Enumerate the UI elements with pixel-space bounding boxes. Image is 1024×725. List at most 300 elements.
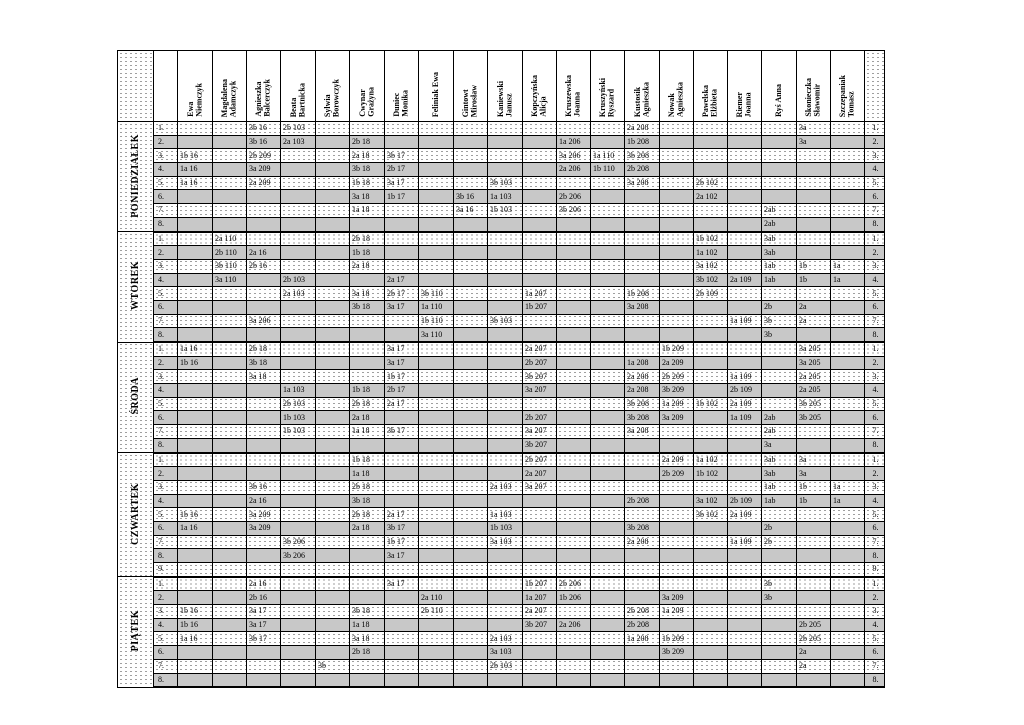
lesson-cell bbox=[213, 646, 247, 660]
lesson-cell: 3b 209 bbox=[660, 646, 694, 660]
lesson-cell bbox=[694, 384, 728, 398]
lesson-cell: 1b bbox=[797, 494, 831, 508]
lesson-cell: 2b 18 bbox=[350, 480, 385, 494]
lesson-cell: 1a 209 bbox=[660, 605, 694, 619]
lesson-cell: 2b 16 bbox=[247, 259, 281, 273]
lesson-number-end: 3. bbox=[865, 149, 885, 163]
lesson-cell: 3ab bbox=[762, 246, 797, 260]
lesson-cell bbox=[625, 453, 660, 467]
lesson-cell bbox=[385, 328, 419, 342]
lesson-cell bbox=[660, 259, 694, 273]
lesson-number-end: 6. bbox=[865, 411, 885, 425]
lesson-cell: 2a bbox=[797, 314, 831, 328]
lesson-number: 8. bbox=[154, 549, 178, 563]
lesson-cell bbox=[316, 605, 350, 619]
teacher-name: Sylwia Borowczyk bbox=[323, 78, 341, 117]
lesson-cell bbox=[213, 149, 247, 163]
teacher-name: Magdalena Adamczyk bbox=[220, 78, 238, 117]
lesson-number-end: 2. bbox=[865, 356, 885, 370]
teacher-header bbox=[728, 51, 762, 122]
day-label bbox=[118, 453, 154, 577]
lesson-cell bbox=[247, 535, 281, 549]
schedule-row bbox=[118, 328, 885, 342]
lesson-cell: 2a bbox=[797, 646, 831, 660]
lesson-cell bbox=[660, 149, 694, 163]
lesson-cell bbox=[178, 453, 213, 467]
lesson-cell bbox=[694, 480, 728, 494]
lesson-number-end: 4. bbox=[865, 163, 885, 177]
lesson-cell: 1a 206 bbox=[557, 135, 591, 149]
lesson-cell: 2a 205 bbox=[797, 370, 831, 384]
lesson-cell bbox=[523, 122, 557, 136]
lesson-cell bbox=[831, 549, 865, 563]
lesson-cell: 2b 18 bbox=[350, 397, 385, 411]
lesson-cell bbox=[660, 232, 694, 246]
lesson-cell bbox=[523, 328, 557, 342]
lesson-cell bbox=[591, 494, 625, 508]
lesson-cell: 2b bbox=[762, 300, 797, 314]
lesson-cell: 3b 206 bbox=[281, 535, 316, 549]
lesson-cell bbox=[625, 549, 660, 563]
lesson-cell bbox=[178, 563, 213, 577]
lesson-number: 3. bbox=[154, 370, 178, 384]
lesson-cell bbox=[419, 342, 454, 356]
lesson-cell bbox=[385, 632, 419, 646]
lesson-number-end: 2. bbox=[865, 591, 885, 605]
lesson-number: 8. bbox=[154, 438, 178, 452]
lesson-cell bbox=[281, 646, 316, 660]
lesson-cell: 2b 208 bbox=[625, 605, 660, 619]
day-label bbox=[118, 577, 154, 688]
schedule-row bbox=[118, 646, 885, 660]
lesson-cell: 2b 208 bbox=[625, 494, 660, 508]
schedule-row bbox=[118, 149, 885, 163]
lesson-cell bbox=[728, 204, 762, 218]
lesson-cell bbox=[831, 467, 865, 481]
lesson-number-end: 7. bbox=[865, 535, 885, 549]
schedule-row bbox=[118, 480, 885, 494]
lesson-cell bbox=[660, 328, 694, 342]
lesson-cell: 3b 208 bbox=[625, 397, 660, 411]
lesson-cell: 1b 17 bbox=[385, 535, 419, 549]
lesson-cell: 3b bbox=[762, 328, 797, 342]
lesson-cell: 1a bbox=[831, 259, 865, 273]
lesson-cell: 1a 18 bbox=[350, 467, 385, 481]
lesson-cell bbox=[454, 314, 488, 328]
lesson-cell: 1b 103 bbox=[488, 204, 523, 218]
lesson-cell bbox=[831, 591, 865, 605]
lesson-cell bbox=[625, 659, 660, 673]
lesson-cell: 3a 208 bbox=[625, 176, 660, 190]
lesson-cell bbox=[213, 300, 247, 314]
lesson-number: 7. bbox=[154, 204, 178, 218]
lesson-cell bbox=[316, 163, 350, 177]
lesson-cell bbox=[213, 549, 247, 563]
lesson-cell bbox=[660, 438, 694, 452]
lesson-cell bbox=[178, 397, 213, 411]
lesson-cell bbox=[591, 232, 625, 246]
lesson-cell: 3a 102 bbox=[694, 259, 728, 273]
lesson-cell bbox=[660, 563, 694, 577]
lesson-number: 4. bbox=[154, 384, 178, 398]
lesson-number-end: 2. bbox=[865, 467, 885, 481]
lesson-cell bbox=[591, 618, 625, 632]
lesson-cell: 3a 208 bbox=[625, 425, 660, 439]
teacher-header bbox=[591, 51, 625, 122]
lesson-number-end: 2. bbox=[865, 135, 885, 149]
lesson-cell bbox=[660, 494, 694, 508]
lesson-cell bbox=[213, 494, 247, 508]
lesson-number-end: 6. bbox=[865, 521, 885, 535]
lesson-cell: 3a 209 bbox=[660, 411, 694, 425]
schedule-row bbox=[118, 673, 885, 687]
lesson-cell bbox=[797, 425, 831, 439]
lesson-cell bbox=[557, 480, 591, 494]
lesson-cell bbox=[316, 467, 350, 481]
lesson-cell bbox=[178, 259, 213, 273]
lesson-cell bbox=[454, 273, 488, 287]
lesson-cell bbox=[316, 411, 350, 425]
lesson-cell bbox=[213, 425, 247, 439]
lesson-cell: 2b 18 bbox=[350, 135, 385, 149]
lesson-cell: 2a bbox=[797, 300, 831, 314]
lesson-cell bbox=[385, 563, 419, 577]
teacher-name: Nowak Agnieszka bbox=[667, 81, 685, 117]
lesson-number-end: 1. bbox=[865, 577, 885, 591]
lesson-cell: 1ab bbox=[762, 259, 797, 273]
lesson-cell bbox=[454, 300, 488, 314]
lesson-cell: 1a bbox=[831, 494, 865, 508]
lesson-cell bbox=[454, 438, 488, 452]
lesson-cell: 2a 103 bbox=[281, 135, 316, 149]
lesson-cell bbox=[488, 217, 523, 231]
lesson-cell: 3b 205 bbox=[797, 411, 831, 425]
lesson-cell bbox=[728, 246, 762, 260]
schedule-row bbox=[118, 259, 885, 273]
lesson-cell: 1a 103 bbox=[281, 384, 316, 398]
lesson-cell bbox=[316, 204, 350, 218]
schedule-row bbox=[118, 122, 885, 136]
lesson-cell: 3a 103 bbox=[488, 646, 523, 660]
lesson-cell bbox=[728, 521, 762, 535]
lesson-cell: 3a bbox=[797, 122, 831, 136]
lesson-cell: 1b 208 bbox=[625, 135, 660, 149]
lesson-cell: 1ab bbox=[762, 480, 797, 494]
lesson-cell bbox=[454, 467, 488, 481]
lesson-number-end: 6. bbox=[865, 190, 885, 204]
lesson-cell: 2b 209 bbox=[660, 370, 694, 384]
day-name: WTOREK bbox=[129, 261, 141, 311]
lesson-number: 5. bbox=[154, 508, 178, 522]
lesson-cell bbox=[557, 273, 591, 287]
teacher-name: Feliniak Ewa bbox=[430, 71, 440, 117]
lesson-cell bbox=[213, 411, 247, 425]
lesson-cell bbox=[454, 632, 488, 646]
lesson-cell bbox=[557, 384, 591, 398]
lesson-number: 8. bbox=[154, 673, 178, 687]
lesson-number-end: 3. bbox=[865, 370, 885, 384]
lesson-cell bbox=[591, 397, 625, 411]
lesson-number-end: 9. bbox=[865, 563, 885, 577]
lesson-cell bbox=[557, 232, 591, 246]
lesson-cell bbox=[316, 425, 350, 439]
lesson-cell bbox=[728, 356, 762, 370]
lesson-cell bbox=[247, 549, 281, 563]
lesson-cell bbox=[660, 176, 694, 190]
lesson-number-end: 7. bbox=[865, 204, 885, 218]
lesson-cell bbox=[523, 246, 557, 260]
schedule-row bbox=[118, 467, 885, 481]
lesson-cell bbox=[178, 122, 213, 136]
lesson-cell bbox=[694, 591, 728, 605]
lesson-cell bbox=[213, 591, 247, 605]
lesson-cell bbox=[831, 163, 865, 177]
lesson-cell: 2a 110 bbox=[419, 591, 454, 605]
lesson-cell bbox=[523, 508, 557, 522]
teacher-header bbox=[660, 51, 694, 122]
lesson-cell bbox=[247, 232, 281, 246]
lesson-cell bbox=[419, 673, 454, 687]
lesson-number-end: 6. bbox=[865, 300, 885, 314]
lesson-cell: 3b 16 bbox=[247, 122, 281, 136]
lesson-number: 7. bbox=[154, 314, 178, 328]
lesson-cell bbox=[831, 232, 865, 246]
lesson-cell: 1a bbox=[831, 480, 865, 494]
lesson-cell bbox=[488, 411, 523, 425]
lesson-cell bbox=[591, 273, 625, 287]
lesson-cell bbox=[557, 494, 591, 508]
schedule-row bbox=[118, 659, 885, 673]
lesson-cell bbox=[454, 163, 488, 177]
lesson-cell bbox=[591, 342, 625, 356]
teacher-header bbox=[316, 51, 350, 122]
lesson-cell: 3b 103 bbox=[488, 176, 523, 190]
lesson-cell bbox=[557, 535, 591, 549]
lesson-cell bbox=[557, 411, 591, 425]
lesson-cell bbox=[660, 480, 694, 494]
lesson-number: 2. bbox=[154, 356, 178, 370]
lesson-cell: 2a 109 bbox=[728, 397, 762, 411]
lesson-cell bbox=[831, 287, 865, 301]
lesson-cell: 2b 109 bbox=[728, 494, 762, 508]
lesson-cell bbox=[831, 135, 865, 149]
timetable bbox=[117, 50, 885, 688]
lesson-cell bbox=[419, 535, 454, 549]
lesson-number: 2. bbox=[154, 135, 178, 149]
lesson-cell bbox=[213, 508, 247, 522]
lesson-cell bbox=[625, 217, 660, 231]
lesson-cell: 2a 208 bbox=[625, 384, 660, 398]
lesson-cell: 3a 209 bbox=[247, 508, 281, 522]
lesson-cell bbox=[247, 217, 281, 231]
lesson-cell bbox=[454, 356, 488, 370]
lesson-cell bbox=[797, 535, 831, 549]
lesson-cell bbox=[178, 646, 213, 660]
lesson-cell bbox=[728, 605, 762, 619]
lesson-cell: 1b bbox=[797, 273, 831, 287]
lesson-cell bbox=[557, 314, 591, 328]
lesson-cell bbox=[728, 673, 762, 687]
lesson-cell: 1b 207 bbox=[523, 300, 557, 314]
lesson-cell: 2a 110 bbox=[213, 232, 247, 246]
lesson-cell bbox=[831, 176, 865, 190]
lesson-cell bbox=[762, 135, 797, 149]
lesson-cell bbox=[797, 287, 831, 301]
lesson-cell: 2ab bbox=[762, 217, 797, 231]
lesson-cell bbox=[831, 659, 865, 673]
lesson-cell bbox=[419, 217, 454, 231]
lesson-cell: 1b 18 bbox=[350, 246, 385, 260]
lesson-cell: 3b 206 bbox=[557, 204, 591, 218]
lesson-cell: 3a 16 bbox=[454, 204, 488, 218]
lesson-cell bbox=[591, 259, 625, 273]
lesson-cell bbox=[178, 480, 213, 494]
lesson-cell: 1a 18 bbox=[350, 425, 385, 439]
lesson-cell: 3a 205 bbox=[797, 356, 831, 370]
lesson-cell bbox=[247, 328, 281, 342]
lesson-cell bbox=[831, 577, 865, 591]
lesson-number: 5. bbox=[154, 397, 178, 411]
lesson-cell bbox=[660, 163, 694, 177]
schedule-row bbox=[118, 163, 885, 177]
lesson-cell: 3a 102 bbox=[694, 494, 728, 508]
lesson-cell bbox=[728, 122, 762, 136]
lesson-cell bbox=[728, 563, 762, 577]
lesson-cell bbox=[523, 135, 557, 149]
lesson-cell bbox=[694, 646, 728, 660]
day-name: ŚRODA bbox=[129, 377, 141, 415]
lesson-cell: 3a bbox=[797, 135, 831, 149]
lesson-cell bbox=[385, 605, 419, 619]
lesson-cell bbox=[454, 563, 488, 577]
lesson-cell bbox=[625, 467, 660, 481]
lesson-number-end: 1. bbox=[865, 342, 885, 356]
lesson-cell bbox=[557, 217, 591, 231]
lesson-number: 6. bbox=[154, 300, 178, 314]
lesson-cell: 1a 16 bbox=[178, 176, 213, 190]
lesson-cell bbox=[694, 328, 728, 342]
lesson-cell: 3b 18 bbox=[247, 356, 281, 370]
lesson-cell bbox=[831, 425, 865, 439]
lesson-cell bbox=[625, 273, 660, 287]
lesson-cell bbox=[762, 370, 797, 384]
lesson-cell bbox=[281, 605, 316, 619]
lesson-cell bbox=[762, 673, 797, 687]
lesson-cell bbox=[178, 232, 213, 246]
lesson-cell: 1b 16 bbox=[178, 149, 213, 163]
lesson-cell bbox=[762, 190, 797, 204]
lesson-cell bbox=[488, 467, 523, 481]
teacher-header bbox=[694, 51, 728, 122]
lesson-cell bbox=[557, 521, 591, 535]
schedule-row bbox=[118, 563, 885, 577]
lesson-cell bbox=[488, 135, 523, 149]
lesson-cell: 3a 209 bbox=[247, 521, 281, 535]
lesson-cell: 3b 16 bbox=[247, 135, 281, 149]
lesson-cell bbox=[385, 438, 419, 452]
lesson-cell bbox=[591, 176, 625, 190]
lesson-cell bbox=[316, 646, 350, 660]
schedule-row bbox=[118, 591, 885, 605]
lesson-cell bbox=[350, 535, 385, 549]
lesson-cell bbox=[728, 618, 762, 632]
lesson-cell bbox=[591, 605, 625, 619]
lesson-cell bbox=[660, 273, 694, 287]
lesson-cell: 2a 208 bbox=[625, 535, 660, 549]
teacher-name: Kustosik Agnieszka bbox=[632, 81, 650, 117]
schedule-row bbox=[118, 135, 885, 149]
lesson-cell bbox=[419, 246, 454, 260]
lesson-cell bbox=[797, 673, 831, 687]
lesson-number-end: 3. bbox=[865, 480, 885, 494]
lesson-cell bbox=[660, 314, 694, 328]
lesson-cell bbox=[213, 163, 247, 177]
lesson-cell bbox=[316, 259, 350, 273]
lesson-cell bbox=[178, 135, 213, 149]
lesson-cell: 2b 205 bbox=[797, 618, 831, 632]
lesson-cell: 2b 206 bbox=[557, 190, 591, 204]
lesson-cell bbox=[454, 411, 488, 425]
lesson-cell bbox=[213, 314, 247, 328]
lesson-cell bbox=[316, 232, 350, 246]
lesson-cell bbox=[694, 605, 728, 619]
lesson-cell bbox=[350, 438, 385, 452]
lesson-cell: 1b 103 bbox=[488, 521, 523, 535]
lesson-cell bbox=[523, 273, 557, 287]
lesson-cell bbox=[591, 246, 625, 260]
lesson-cell bbox=[385, 122, 419, 136]
lesson-cell: 3b 102 bbox=[694, 273, 728, 287]
lesson-cell bbox=[762, 384, 797, 398]
lesson-cell bbox=[591, 508, 625, 522]
lesson-cell bbox=[797, 328, 831, 342]
lesson-cell: 2a 209 bbox=[660, 453, 694, 467]
lesson-cell: 3b 110 bbox=[213, 259, 247, 273]
lesson-cell: 1a 16 bbox=[178, 342, 213, 356]
day-name: PIĄTEK bbox=[129, 610, 141, 652]
lesson-cell bbox=[831, 632, 865, 646]
lesson-cell bbox=[728, 135, 762, 149]
lesson-cell bbox=[454, 384, 488, 398]
lesson-cell: 3a 17 bbox=[247, 618, 281, 632]
lesson-cell bbox=[625, 480, 660, 494]
lesson-cell: 1b 16 bbox=[178, 618, 213, 632]
schedule-row bbox=[118, 425, 885, 439]
lesson-cell bbox=[694, 577, 728, 591]
lesson-number: 6. bbox=[154, 411, 178, 425]
lesson-cell: 2a 18 bbox=[350, 259, 385, 273]
lesson-cell bbox=[831, 438, 865, 452]
lesson-cell bbox=[797, 549, 831, 563]
schedule-row bbox=[118, 217, 885, 231]
lesson-cell bbox=[831, 328, 865, 342]
lesson-cell bbox=[419, 149, 454, 163]
lesson-cell bbox=[728, 259, 762, 273]
lesson-cell bbox=[419, 563, 454, 577]
lesson-cell bbox=[831, 521, 865, 535]
lesson-cell: 3b 18 bbox=[350, 163, 385, 177]
lesson-cell: 3a bbox=[797, 453, 831, 467]
lesson-number: 1. bbox=[154, 342, 178, 356]
schedule-row bbox=[118, 190, 885, 204]
lesson-cell bbox=[281, 577, 316, 591]
lesson-cell bbox=[385, 618, 419, 632]
lesson-cell bbox=[625, 591, 660, 605]
lesson-cell: 3b 205 bbox=[797, 397, 831, 411]
schedule-row bbox=[118, 632, 885, 646]
lesson-number: 4. bbox=[154, 494, 178, 508]
lesson-cell bbox=[831, 122, 865, 136]
